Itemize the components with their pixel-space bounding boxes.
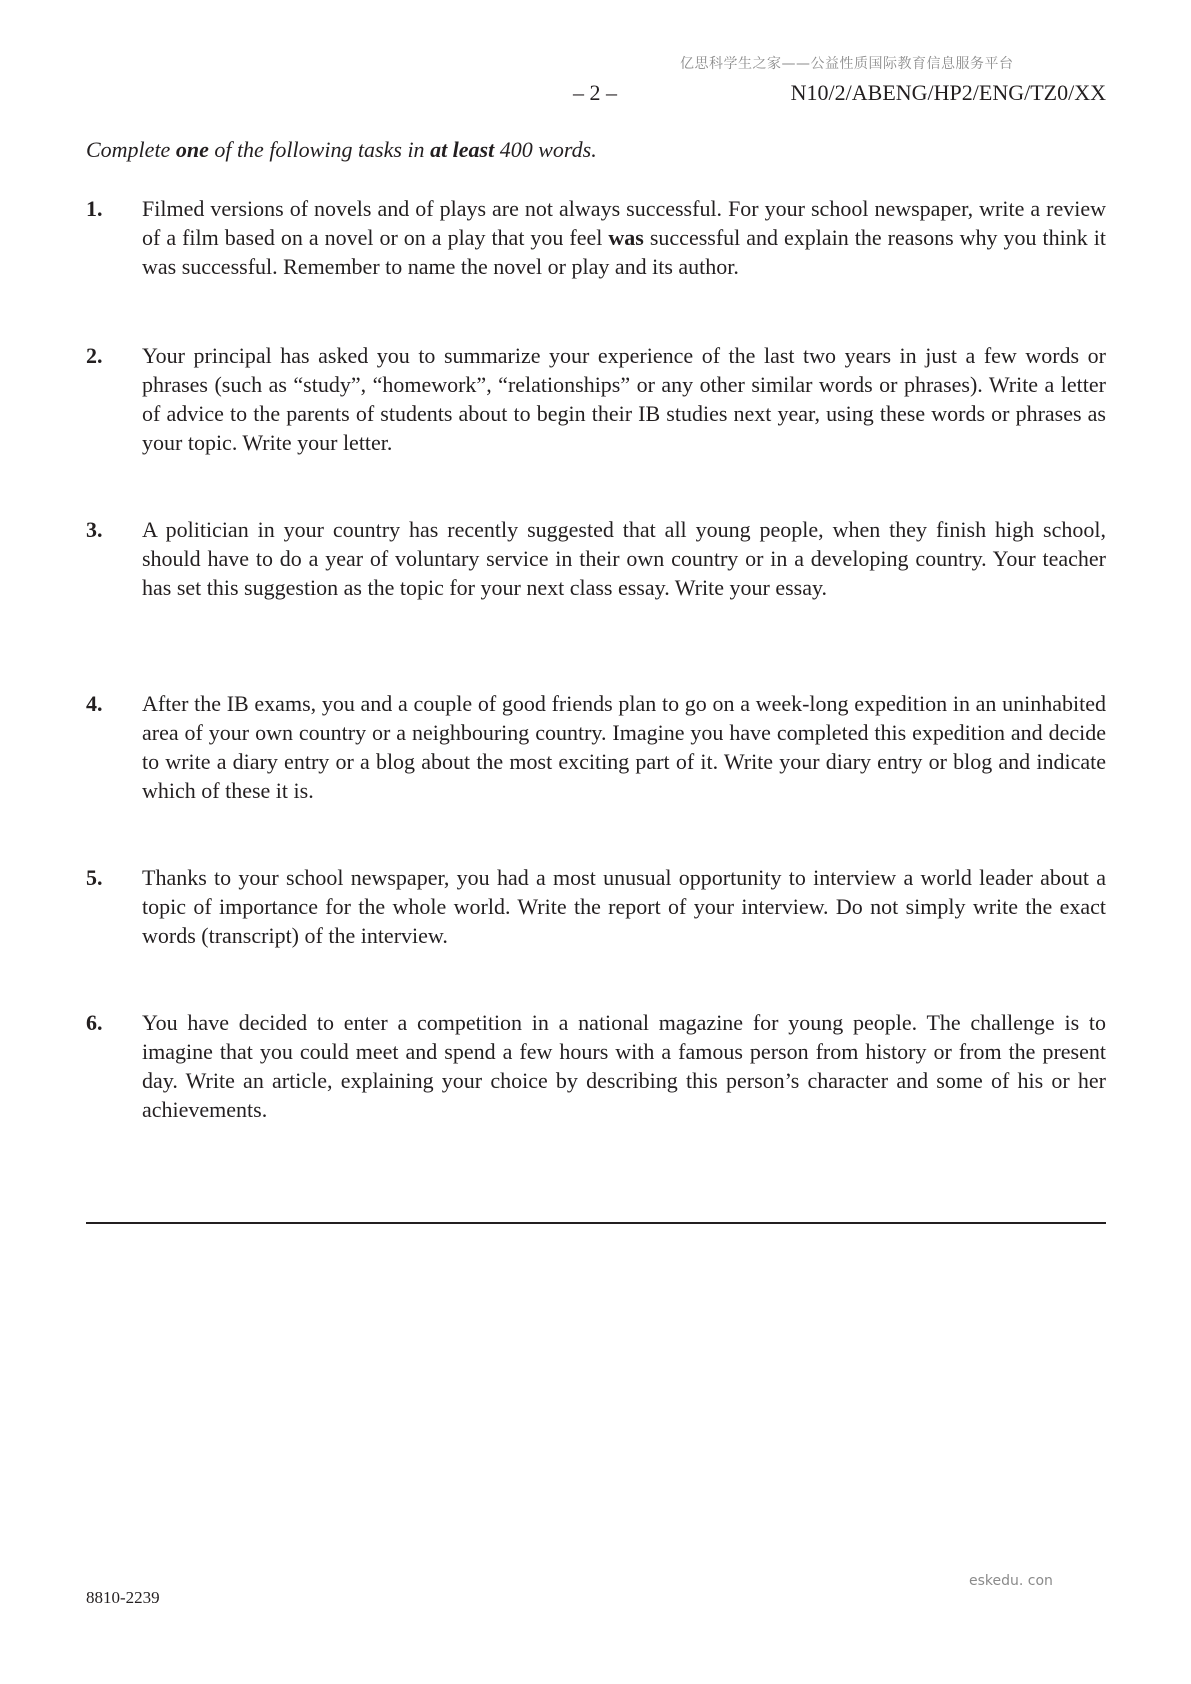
- task-text: Thanks to your school newspaper, you had a most unusual opportunity to interview a world leader about a topic of importance for the whole world. Write the report of your interview. Do not simply write the exact words (transcript) of the interview.: [142, 865, 1106, 948]
- task-text: [142, 194, 1106, 281]
- task-text-part: Filmed versions of novels and of plays are not always successful. For your school newspaper, write a review of a film based on a novel or on a play that you feel: [142, 196, 1106, 250]
- instruction-emphasis-at-least: at least: [430, 137, 495, 162]
- task-emphasis-was: was: [608, 225, 644, 250]
- task-number: 2.: [86, 343, 103, 368]
- task-number: 5.: [86, 865, 103, 890]
- instruction: [86, 137, 597, 163]
- instruction-emphasis-one: one: [175, 137, 209, 162]
- task-text-part: successful and explain the reasons why you think it was successful. Remember to name the novel or play and its author.: [142, 225, 1106, 279]
- task-text: You have decided to enter a competition in a national magazine for young people. The challenge is to imagine that you could meet and spend a few hours with a famous person from history or from the present day. Write an article, explaining your choice by describing this person’s character and some of his or her achievements.: [142, 1010, 1106, 1122]
- task-item-5: [86, 863, 1106, 950]
- task-item-3: [86, 515, 1106, 602]
- watermark-header: 亿思科学生之家——公益性质国际教育信息服务平台: [680, 56, 1014, 72]
- task-item-6: [86, 1008, 1106, 1124]
- watermark-footer: eskedu. con: [969, 1573, 1053, 1589]
- paper-code: N10/2/ABENG/HP2/ENG/TZ0/XX: [790, 80, 1106, 105]
- task-number: 3.: [86, 517, 103, 542]
- footer-code: 8810-2239: [86, 1588, 160, 1607]
- instruction-text: 400 words.: [494, 137, 597, 162]
- task-number: 1.: [86, 196, 103, 221]
- task-text: Your principal has asked you to summarize your experience of the last two years in just a few words or phrases (such as “study”, “homework”, “relationships” or any other similar words or phrases). Write a letter of advice to the parents of students about to begin their IB studies next year, using these words or phrases as your topic. Write your letter.: [142, 343, 1106, 455]
- task-number: 6.: [86, 1010, 103, 1035]
- task-item-4: [86, 689, 1106, 805]
- instruction-text: Complete: [86, 137, 176, 162]
- instruction-text: of the following tasks in: [208, 137, 431, 162]
- task-text: After the IB exams, you and a couple of good friends plan to go on a week-long expedition in an uninhabited area of your own country or a neighbouring country. Imagine you have completed this expedition and decide to write a diary entry or a blog about the most exciting part of it. Write your diary entry or blog and indicate which of these it is.: [142, 691, 1106, 803]
- task-item-1: [86, 194, 1106, 281]
- task-text: A politician in your country has recently suggested that all young people, when they finish high school, should have to do a year of voluntary service in their own country or in a developing country. Your teacher has set this suggestion as the topic for your next class essay. Write your essay.: [142, 517, 1106, 600]
- page-number: – 2 –: [573, 80, 617, 105]
- task-number: 4.: [86, 691, 103, 716]
- task-item-2: [86, 341, 1106, 457]
- end-rule-divider: [86, 1222, 1106, 1224]
